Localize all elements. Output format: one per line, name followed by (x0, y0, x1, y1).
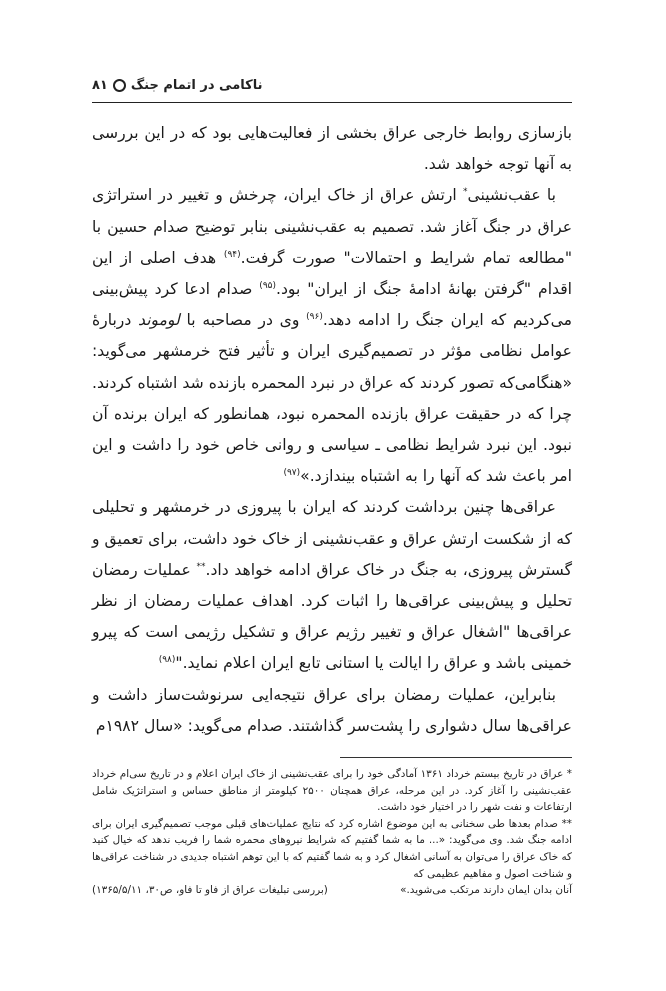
chapter-title: ناکامی در اتمام جنگ (130, 78, 263, 93)
text-run: ارتش عراق از خاک ایران، چرخش و تغییر در استراتژی عراق در جنگ آغاز شد. تصمیم به عقب‌نشینی بنابر توضیح صدام حسین با "مطالعه تمام شرایط و احتمالات" صورت گرفت. (92, 186, 573, 267)
footnote-marker: ** (196, 561, 206, 572)
text-run: عملیات رمضان تحلیل و پیش‌بینی عراقی‌ها را اثبات کرد. اهداف عملیات رمضان از نظر عراقی‌ها "اشغال عراق و تغییر رژیم عراق و تشکیل رژیمی است که پیرو خمینی باشد و عراق را ایالت یا استانی تابع ایران اعلام نماید." (92, 560, 572, 673)
reference-marker: (۹۵) (259, 280, 276, 291)
footnote-marker: * (463, 187, 468, 198)
footnote-2: ** صدام بعدها طی سخنانی به این موضوع اشاره کرد که نتایج عملیات‌های قبلی موجب تصمیم‌گیری ایران برای ادامه جنگ شد. وی می‌گوید: «... ما به شما گفتیم که شرایط نیروهای محمره شما را فریب ندهد که خیال کنید که خاک عراق را می‌توان به آسانی اشغال کرد و به شما گفتیم که با این توهم اشتباه جدیدی در شناخت عراقی‌ها و شناخت اصول و مفاهیم عظیمی که (92, 817, 572, 880)
text-run: دربارهٔ عوامل نظامی مؤثر در تصمیم‌گیری ایران و تأثیر فتح خرمشهر می‌گوید: «هنگامی‌که تصور کردند که عراق در نبرد المحمره بازنده شد اشتباه کردند. چرا که در حقیقت عراق بازنده المحمره نبود، همانطور که ایران برنده آن نبود. این نبرد شرایط نظامی ـ سیاسی و روانی خاص خود را داشت و این امر باعث شد که آنها را به اشتباه بیندازد.» (92, 311, 572, 486)
running-header (92, 78, 567, 93)
paragraph-3 (92, 492, 572, 679)
reference-marker: (۹۶) (306, 312, 323, 323)
reference-marker: (۹۸) (158, 655, 176, 666)
text-run: هدف اصلی از این اقدام "گرفتن بهانهٔ ادامهٔ جنگ از ایران" بود. (92, 248, 572, 299)
text-run: با عقب‌نشینی (467, 186, 556, 205)
text-run: صدام ادعا کرد پیش‌بینی می‌کردیم که ایران جنگ را ادامه دهد. (92, 280, 572, 330)
paragraph-4: بنابراین، عملیات رمضان برای عراق نتیجه‌ایی سرنوشت‌ساز داشت و عراقی‌ها سال دشواری را پشت‌سر گذاشتند. صدام می‌گوید: «سال ۱۹۸۲م (92, 685, 572, 735)
footnote-1: * عراق در تاریخ بیستم خرداد ۱۳۶۱ آمادگی خود را برای عقب‌نشینی از خاک ایران اعلام و در تاریخ سی‌ام خرداد عقب‌نشینی را آغاز کرد. در این مرحله، عراق همچنان ۲۵۰۰ کیلومتر از مناطق حساس و استراتژیک شامل ارتفاعات و نفت شهر را در اختیار خود داشت. (92, 768, 573, 814)
header-rule (92, 102, 572, 103)
text-run: عراقی‌ها چنین برداشت کردند که ایران با پیروزی در خرمشهر و تحلیلی که از شکست ارتش عراق و عقب‌نشینی از خاک خود داشت، برای تعمیق و گسترش پیروزی، به جنگ در خاک عراق ادامه خواهد داد. (92, 498, 572, 579)
footnote-2-end (92, 882, 572, 899)
footnote-rule (340, 757, 572, 758)
italic-term: لوموند (138, 311, 180, 330)
text-run: وی در مصاحبه با (179, 311, 307, 330)
circle-ornament-icon (113, 79, 126, 92)
body-text (92, 118, 572, 742)
paragraph-2 (92, 180, 572, 492)
page-number: ۸۱ (92, 78, 108, 93)
reference-marker: (۹۴) (223, 249, 241, 260)
paragraph-1: بازسازی روابط خارجی عراق بخشی از فعالیت‌هایی بود که در این بررسی به آنها توجه خواهد شد. (92, 124, 572, 174)
footnote-2-source: (بررسی تبلیغات عراق از فاو تا فاو، ص۳۰، ۱۳۶۵/۵/۱۱) (92, 884, 328, 897)
footnote-2-closing: آنان بدان ایمان دارند مرتکب می‌شوید.» (400, 884, 572, 897)
footnotes (92, 766, 572, 899)
reference-marker: (۹۷) (283, 468, 301, 479)
